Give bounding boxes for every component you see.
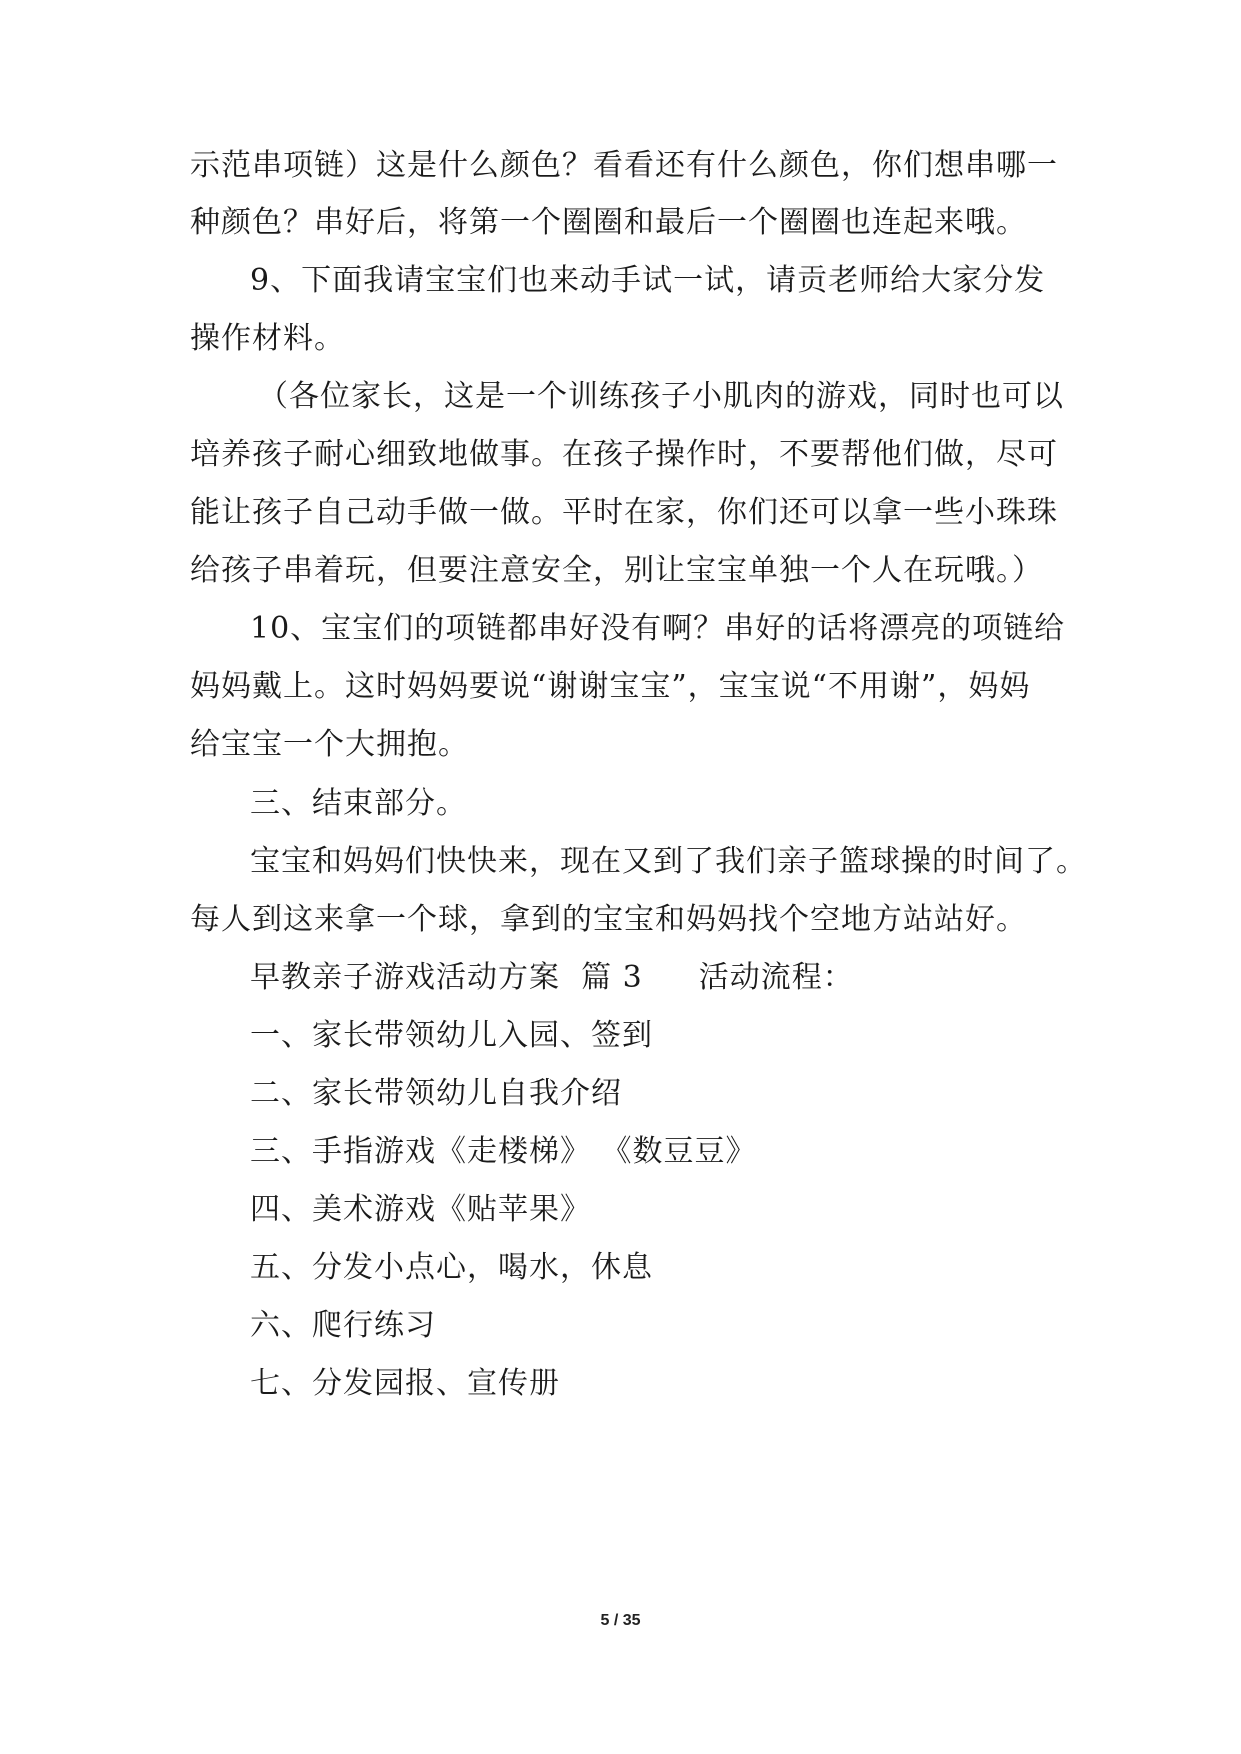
- paragraph-line: 培养孩子耐心细致地做事。在孩子操作时，不要帮他们做，尽可: [190, 437, 1058, 472]
- flow-item: 六、爬行练习: [250, 1308, 436, 1343]
- paragraph-line: 操作材料。: [190, 321, 345, 356]
- paragraph-line: 9、下面我请宝宝们也来动手试一试，请贡老师给大家分发: [250, 263, 1046, 298]
- paragraph-line: 给孩子串着玩，但要注意安全，别让宝宝单独一个人在玩哦。）: [190, 553, 1043, 588]
- flow-item: 一、家长带领幼儿入园、签到: [250, 1018, 653, 1053]
- section-heading-line: [250, 958, 1130, 998]
- section-subheading: 活动流程：: [698, 960, 854, 995]
- paragraph-line: 示范串项链）这是什么颜色？看看还有什么颜色，你们想串哪一: [190, 148, 1058, 183]
- flow-item: 二、家长带领幼儿自我介绍: [250, 1076, 622, 1111]
- paragraph-line: （各位家长，这是一个训练孩子小肌肉的游戏，同时也可以: [258, 379, 1064, 414]
- paragraph-line: 妈妈戴上。这时妈妈要说“谢谢宝宝”，宝宝说“不用谢”，妈妈: [190, 669, 1031, 704]
- section-title: 三、结束部分。: [250, 786, 467, 821]
- page-number: 5 / 35: [600, 1612, 641, 1629]
- paragraph-line: 每人到这来拿一个球，拿到的宝宝和妈妈找个空地方站站好。: [190, 902, 1027, 937]
- flow-item: 四、美术游戏《贴苹果》: [250, 1192, 591, 1227]
- flow-item: 三、手指游戏《走楼梯》 《数豆豆》: [250, 1134, 757, 1169]
- flow-item: 七、分发园报、宣传册: [250, 1366, 560, 1401]
- paragraph-line: 给宝宝一个大拥抱。: [190, 727, 469, 762]
- paragraph-line: 10、宝宝们的项链都串好没有啊？串好的话将漂亮的项链给: [250, 611, 1066, 646]
- paragraph-line: 宝宝和妈妈们快快来，现在又到了我们亲子篮球操的时间了。: [250, 844, 1087, 879]
- flow-item: 五、分发小点心，喝水，休息: [250, 1250, 653, 1285]
- paragraph-line: 种颜色？串好后，将第一个圈圈和最后一个圈圈也连起来哦。: [190, 205, 1027, 240]
- section-heading: 早教亲子游戏活动方案 篇 3: [250, 960, 643, 995]
- paragraph-line: 能让孩子自己动手做一做。平时在家，你们还可以拿一些小珠珠: [190, 495, 1058, 530]
